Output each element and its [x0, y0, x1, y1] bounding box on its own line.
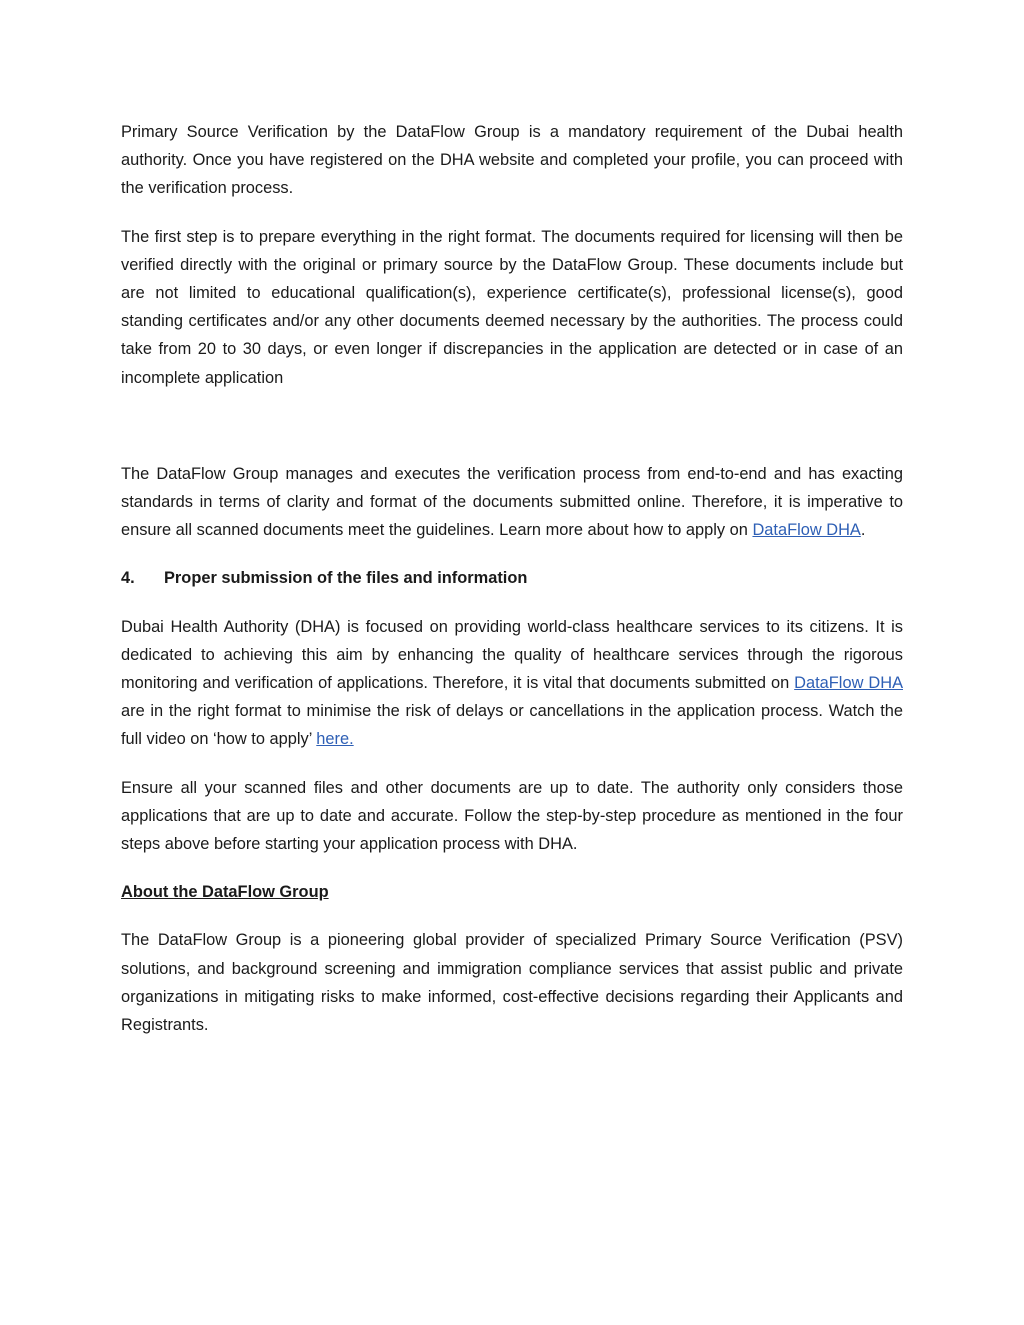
paragraph-ensure-files: Ensure all your scanned files and other documents are up to date. The authority only considers those applications that are up to date and accurate. Follow the step-by-step procedure as mentioned in the four steps above before starting your application process with DHA. — [121, 778, 903, 854]
paragraph-psv-intro: Primary Source Verification by the DataFlow Group is a mandatory requirement of the Dubai health authority. Once you have registered on the DHA website and completed your profile, you can proceed with the verification process. — [121, 123, 903, 198]
paragraph-dha-focus — [121, 613, 903, 754]
dataflow-dha-link-2[interactable]: DataFlow DHA — [794, 674, 903, 693]
paragraph-dataflow-process-text: The DataFlow Group manages and executes the verification process from end-to-end and has exacting standards in terms of clarity and format of the documents submitted online. Therefore, it is imperative to ensure all scanned documents meet the guidelines. Learn more about how to apply on — [121, 464, 903, 540]
section-4-number: 4. — [121, 569, 135, 588]
paragraph-about-dataflow: The DataFlow Group is a pioneering global provider of specialized Primary Source Verification (PSV) solutions, and background screening and immigration compliance services that assist public and private organizations in mitigating risks to make informed, cost-effective decisions regarding their Applicants and Registrants. — [121, 931, 903, 1035]
about-heading: About the DataFlow Group — [121, 883, 329, 902]
paragraph-dataflow-process — [121, 460, 903, 545]
section-4-heading — [121, 564, 903, 592]
paragraph-dha-focus-text-b: are in the right format to minimise the risk of delays or cancellations in the application process. Watch the full video on ‘how to apply’ — [121, 702, 903, 749]
paragraph-dha-focus-text-a: Dubai Health Authority (DHA) is focused on providing world-class healthcare services to its citizens. It is dedicated to achieving this aim by enhancing the quality of healthcare services through the rigorous monitoring and verification of applications. Therefore, it is vital that documents submitted on — [121, 617, 903, 693]
dataflow-dha-link[interactable]: DataFlow DHA — [752, 521, 861, 540]
paragraph-first-step: The first step is to prepare everything in the right format. The documents required for licensing will then be verified directly with the original or primary source by the DataFlow Group. These documents include but are not limited to educational qualification(s), experience certificate(s), professional license(s), good standing certificates and/or any other documents deemed necessary by the authorities. The process could take from 20 to 30 days, or even longer if discrepancies in the application are detected or in case of an incomplete application — [121, 227, 903, 387]
section-4-title: Proper submission of the files and information — [164, 569, 528, 588]
document-body — [121, 118, 903, 1039]
paragraph-dataflow-process-end: . — [860, 521, 866, 540]
here-link[interactable]: here. — [316, 730, 354, 749]
